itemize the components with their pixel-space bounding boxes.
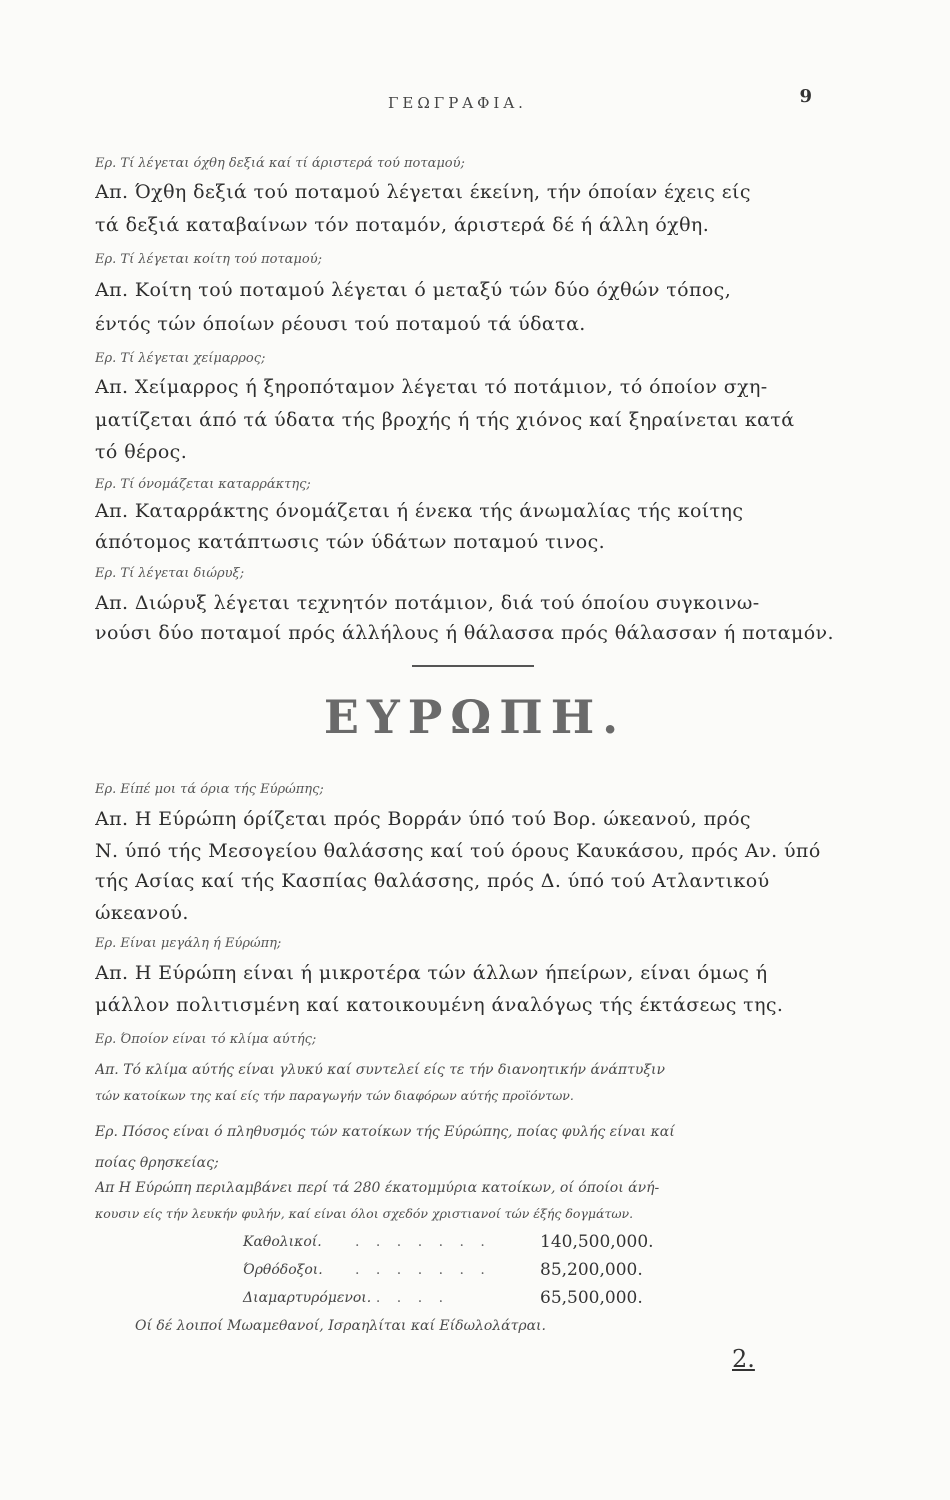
answer-line: Απ. Η Εύρώπη είναι ή μικροτέρα τών άλλων ήπείρων, είναι όμως ή (95, 962, 768, 984)
stat-leader-dots: . . . . . . . (355, 1262, 491, 1278)
stat-label: Καθολικοί. (243, 1234, 322, 1250)
answer-line: άπότομος κατάπτωσις τών ύδάτων ποταμού τινος. (95, 531, 606, 553)
answer-line: Απ. Χείμαρρος ή ξηροπόταμον λέγεται τό ποτάμιον, τό όποίον σχη- (95, 376, 768, 398)
stat-row-orthodox (243, 1262, 673, 1284)
stat-leader-dots: . . . . . (355, 1290, 450, 1306)
answer-line: Απ. Διώρυξ λέγεται τεχνητόν ποτάμιον, διά τού όποίου συγκοινω- (95, 592, 760, 614)
question-line: Ερ. Πόσος είναι ό πληθυσμός τών κατοίκων τής Εύρώπης, ποίας φυλής είναι καί (95, 1124, 675, 1140)
question-line: Ερ. Τί λέγεται όχθη δεξιά καί τί άριστερά τού ποταμού; (95, 156, 465, 171)
answer-line: Απ. Καταρράκτης όνομάζεται ή ένεκα τής άνωμαλίας τής κοίτης (95, 500, 744, 522)
question-line: Ερ. Τί λέγεται κοίτη τού ποταμού; (95, 252, 322, 267)
answer-line: κουσιν είς τήν λευκήν φυλήν, καί είναι όλοι σχεδόν χριστιανοί τών έξής δογμάτων. (95, 1206, 634, 1221)
answer-line: Οί δέ λοιποί Μωαμεθανοί, Ισραηλίται καί Είδωλολάτραι. (135, 1318, 546, 1334)
stat-row-protestants (243, 1290, 673, 1312)
answer-line: Ν. ύπό τής Μεσογείου θαλάσσης καί τού όρους Καυκάσου, πρός Αν. ύπό (95, 840, 821, 862)
answer-line: Απ. Η Εύρώπη όρίζεται πρός Βορράν ύπό τού Βορ. ώκεανού, πρός (95, 808, 751, 830)
question-line: ποίας θρησκείας; (95, 1155, 219, 1171)
stat-value: 85,200,000. (540, 1260, 643, 1280)
answer-line: τά δεξιά καταβαίνων τόν ποταμόν, άριστερά δέ ή άλλη όχθη. (95, 214, 710, 236)
stat-label: Διαμαρτυρόμενοι. (243, 1290, 372, 1306)
running-title: ΓΕΩΓΡΑΦΙΑ. (388, 94, 527, 112)
answer-line: Απ. Τό κλίμα αύτής είναι γλυκύ καί συντελεί είς τε τήν διανοητικήν άνάπτυξιν (95, 1062, 666, 1078)
question-line: Ερ. Τί λέγεται διώρυξ; (95, 566, 245, 581)
answer-line: Απ Η Εύρώπη περιλαμβάνει περί τά 280 έκατομμύρια κατοίκων, οί όποίοι άνή- (95, 1180, 660, 1196)
stat-label: Όρθόδοξοι. (243, 1262, 323, 1278)
stat-row-catholics (243, 1234, 673, 1256)
answer-line: τών κατοίκων της καί είς τήν παραγωγήν τών διαφόρων αύτής προϊόντων. (95, 1088, 574, 1103)
section-divider (412, 665, 534, 667)
answer-line: τό θέρος. (95, 441, 188, 463)
section-heading: ΕΥΡΩΠΗ. (323, 690, 627, 744)
signature-mark: 2. (732, 1345, 755, 1373)
question-line: Ερ. Όποίον είναι τό κλίμα αύτής; (95, 1032, 317, 1047)
answer-line: τής Ασίας καί τής Κασπίας θαλάσσης, πρός Δ. ύπό τού Ατλαντικού (95, 870, 770, 892)
page-header (0, 86, 950, 122)
question-line: Ερ. Είναι μεγάλη ή Εύρώπη; (95, 936, 282, 951)
answer-line: έντός τών όποίων ρέουσι τού ποταμού τά ύδατα. (95, 313, 586, 335)
page-number: 9 (799, 86, 812, 107)
answer-line: ώκεανού. (95, 902, 189, 924)
stat-value: 65,500,000. (540, 1288, 643, 1308)
answer-line: μάλλον πολιτισμένη καί κατοικουμένη άναλόγως τής έκτάσεως της. (95, 994, 784, 1016)
question-line: Ερ. Τί λέγεται χείμαρρος; (95, 351, 266, 366)
question-line: Ερ. Είπέ μοι τά όρια τής Εύρώπης; (95, 782, 324, 797)
stat-leader-dots: . . . . . . . (355, 1234, 491, 1250)
answer-line: νούσι δύο ποταμοί πρός άλλήλους ή θάλασσα πρός θάλασσαν ή ποταμόν. (95, 622, 834, 644)
answer-line: Απ. Όχθη δεξιά τού ποταμού λέγεται έκείνη, τήν όποίαν έχεις είς (95, 181, 751, 203)
stat-value: 140,500,000. (540, 1232, 654, 1252)
answer-line: ματίζεται άπό τά ύδατα τής βροχής ή τής χιόνος καί ξηραίνεται κατά (95, 409, 795, 431)
question-line: Ερ. Τί όνομάζεται καταρράκτης; (95, 477, 311, 492)
answer-line: Απ. Κοίτη τού ποταμού λέγεται ό μεταξύ τών δύο όχθών τόπος, (95, 279, 732, 301)
